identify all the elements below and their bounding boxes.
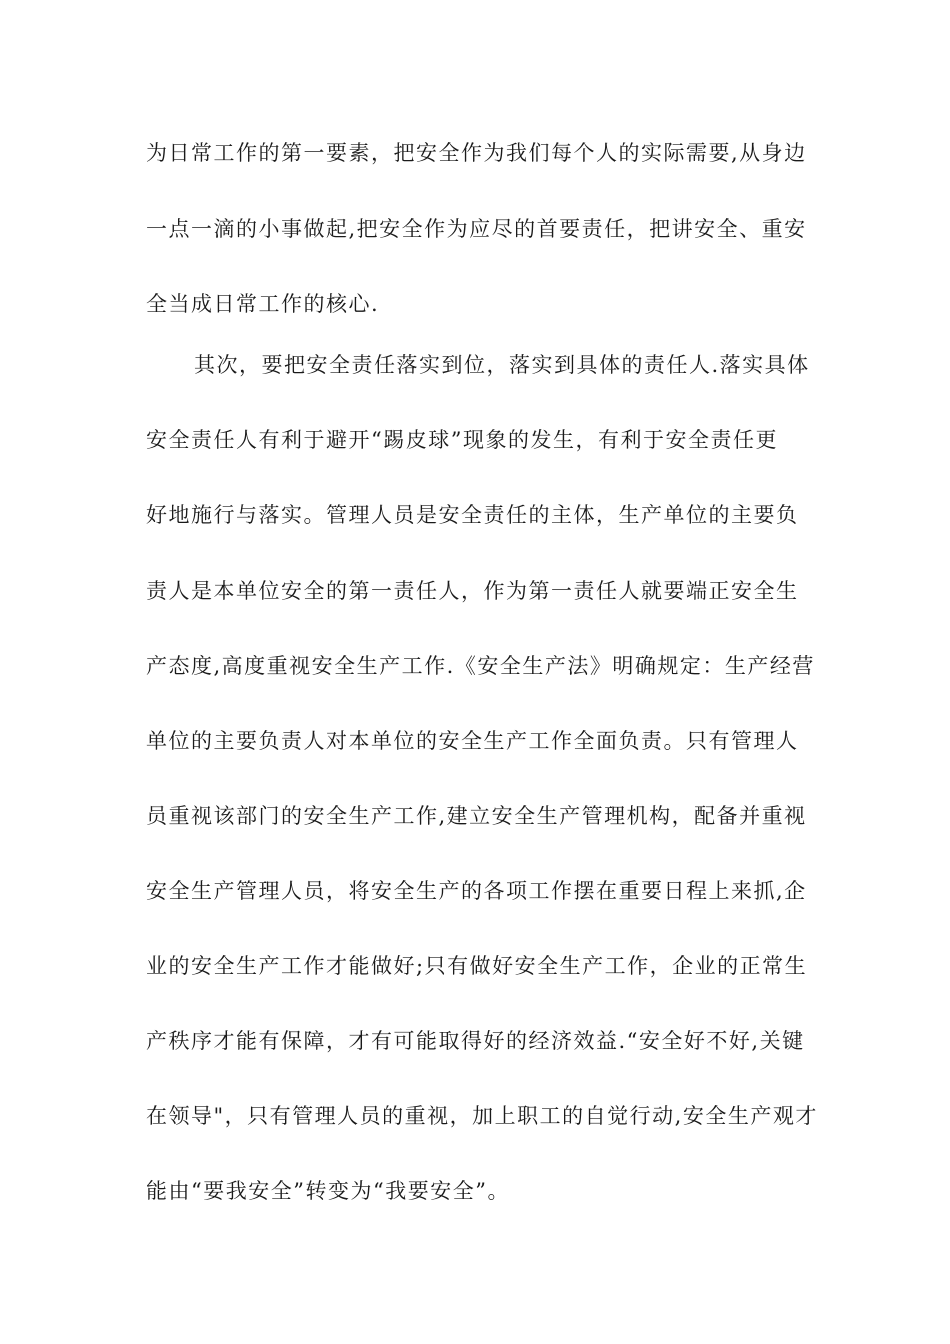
text-line: 产态度,高度重视安全生产工作.《安全生产法》明确规定：生产经营	[146, 654, 815, 678]
text-line: 全当成日常工作的核心.	[146, 292, 380, 316]
text-line: 安全生产管理人员，将安全生产的各项工作摆在重要日程上来抓,企	[146, 879, 807, 903]
text-line: 能由“要我安全”转变为“我要安全”。	[146, 1179, 510, 1203]
text-line: 责人是本单位安全的第一责任人，作为第一责任人就要端正安全生	[146, 579, 799, 603]
text-line: 为日常工作的第一要素，把安全作为我们每个人的实际需要,从身边	[146, 141, 807, 165]
text-line: 在领导"，只有管理人员的重视，加上职工的自觉行动,安全生产观才	[146, 1104, 818, 1128]
text-line: 业的安全生产工作才能做好;只有做好安全生产工作，企业的正常生	[146, 954, 808, 978]
text-line: 员重视该部门的安全生产工作,建立安全生产管理机构，配备并重视	[146, 804, 807, 828]
text-line: 安全责任人有利于避开“踢皮球”现象的发生，有利于安全责任更	[146, 428, 778, 452]
text-line: 产秩序才能有保障，才有可能取得好的经济效益.“安全好不好,关键	[146, 1029, 805, 1053]
text-line: 单位的主要负责人对本单位的安全生产工作全面负责。只有管理人	[146, 729, 799, 753]
text-line: 一点一滴的小事做起,把安全作为应尽的首要责任，把讲安全、重安	[146, 217, 807, 241]
text-line: 好地施行与落实。管理人员是安全责任的主体，生产单位的主要负	[146, 503, 799, 527]
paragraph-first-line: 其次，要把安全责任落实到位，落实到具体的责任人.落实具体	[194, 353, 810, 377]
